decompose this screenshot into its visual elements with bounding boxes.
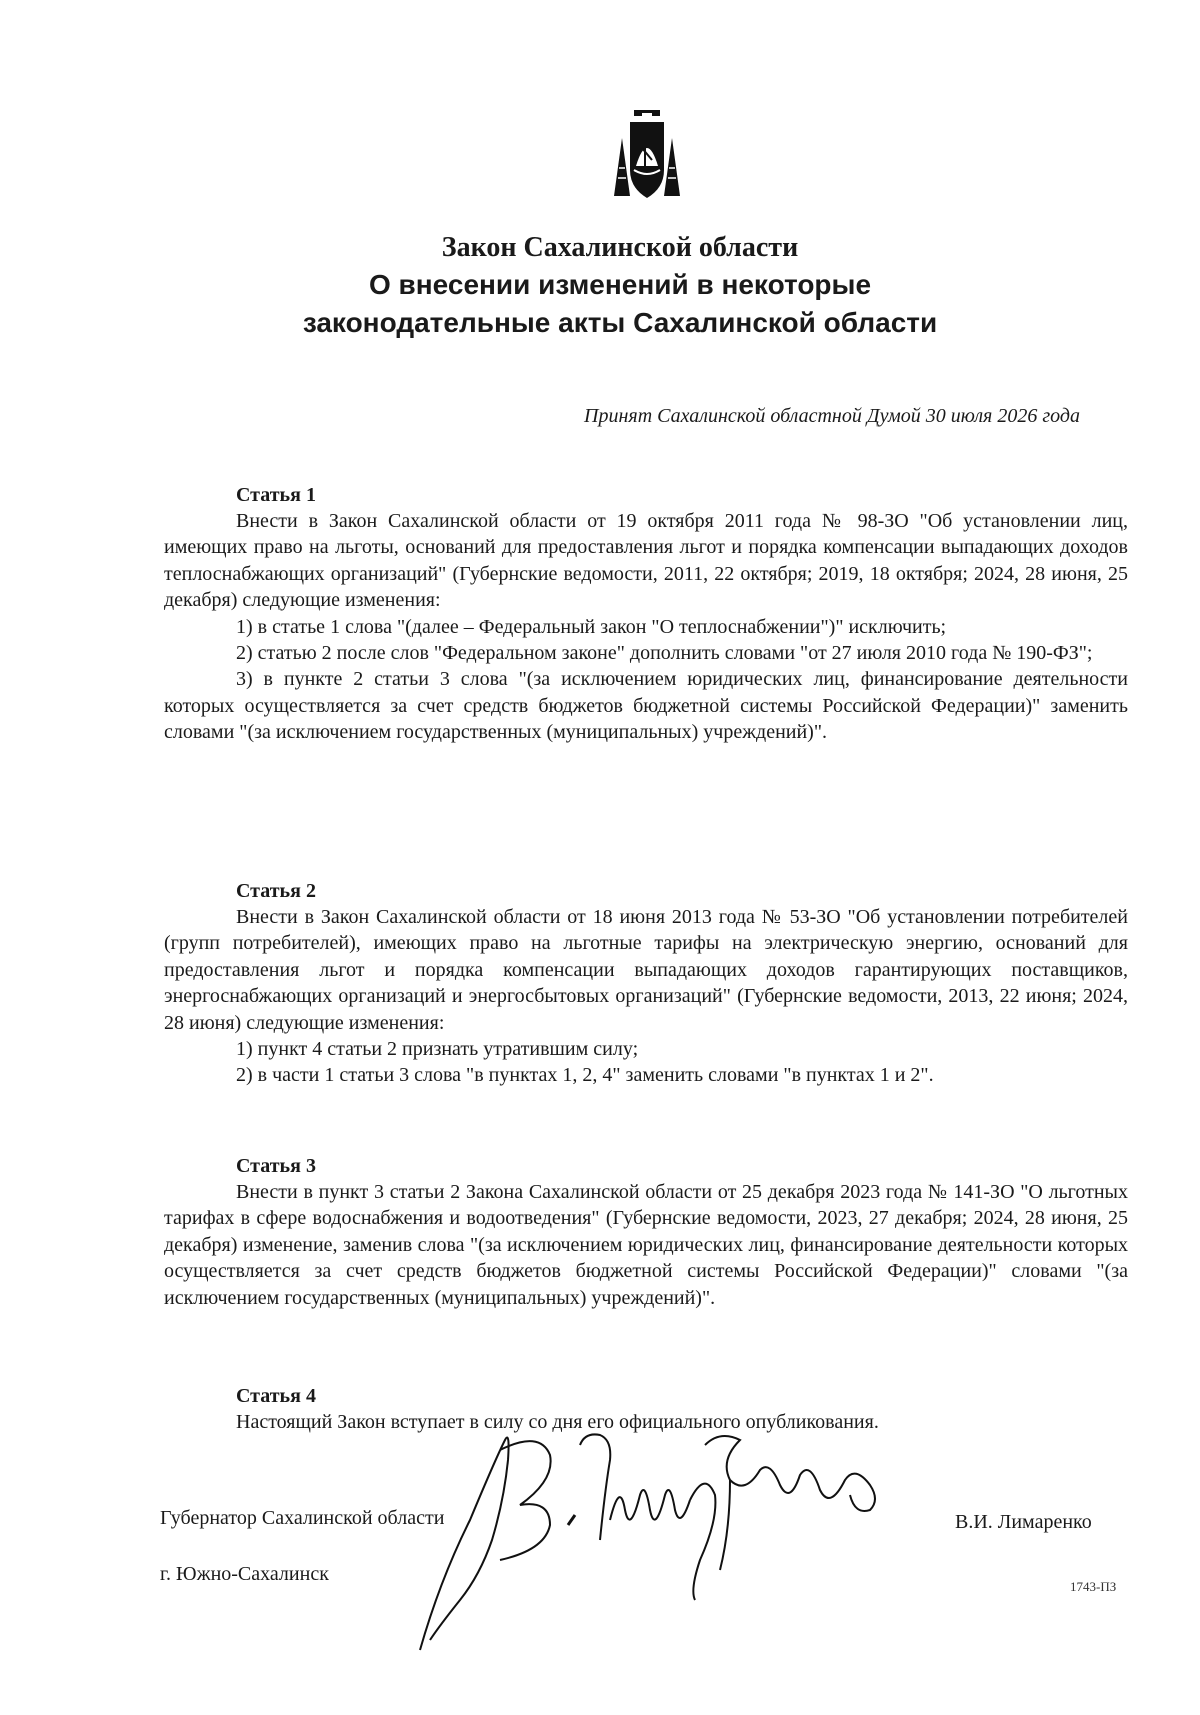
article-text: Внести в Закон Сахалинской области от 18 июня 2013 года № 53-ЗО "Об установлении потребителей (групп потребителей), имеющих право на льготные тарифы на электрическую энергию, оснований для предоставления льгот и порядка компенсации выпадающих доходов гарантирующих поставщиков, энергоснабжающих организаций и энергосбытовых организаций" (Губернские ведомости, 2013, 22 июня; 2024, 28 июня) следующие изменения: xyxy=(164,906,1128,1034)
article-title: Статья 1 xyxy=(236,484,316,506)
document-title xyxy=(200,230,1040,342)
sakhalin-coat-of-arms-icon xyxy=(612,108,682,200)
adoption-note: Принят Сахалинской областной Думой 30 июля 2026 года xyxy=(584,405,1080,427)
article-item: 3) в пункте 2 статьи 3 слова "(за исключением юридических лиц, финансирование деятельности которых осуществляется за счет средств бюджетов бюджетной системы Российской Федерации)" заменить словами "(за исключением государственных (муниципальных) учреждений)". xyxy=(164,668,1128,744)
governor-name: В.И. Лимаренко xyxy=(955,1511,1092,1533)
article-3 xyxy=(164,1153,1128,1311)
article-item: 1) пункт 4 статьи 2 признать утратившим силу; xyxy=(236,1038,639,1061)
article-item: 2) статью 2 после слов "Федеральном законе" дополнить словами "от 27 июля 2010 года № 190-ФЗ"; xyxy=(236,642,1093,665)
city-name: г. Южно-Сахалинск xyxy=(160,1563,329,1585)
handwritten-signature xyxy=(400,1400,960,1660)
article-title: Статья 2 xyxy=(236,880,316,902)
title-line-1: Закон Сахалинской области xyxy=(441,232,799,263)
governor-label: Губернатор Сахалинской области xyxy=(160,1507,445,1529)
article-item: 2) в части 1 статьи 3 слова "в пунктах 1, 2, 4" заменить словами "в пунктах 1 и 2". xyxy=(236,1064,934,1087)
title-line-3: законодательные акты Сахалинской области xyxy=(302,307,938,338)
article-item: 1) в статье 1 слова "(далее – Федеральный закон "О теплоснабжении")" исключить; xyxy=(236,615,947,638)
article-title: Статья 4 xyxy=(236,1385,316,1407)
article-text: Внести в пункт 3 статьи 2 Закона Сахалинской области от 25 декабря 2023 года № 141-ЗО "О льготных тарифах в сфере водоснабжения и водоотведения" (Губернские ведомости, 2023, 27 декабря; 2024, 28 июня, 25 декабря) изменение, заменив слова "(за исключением юридических лиц, финансирование деятельности которых осуществляется за счет средств бюджетов бюджетной системы Российской Федерации)" словами "(за исключением государственных (муниципальных) учреждений)". xyxy=(164,1181,1128,1309)
article-text: Настоящий Закон вступает в силу со дня его официального опубликования. xyxy=(236,1411,879,1433)
article-1 xyxy=(164,482,1128,746)
article-2 xyxy=(164,878,1128,1089)
title-line-2: О внесении изменений в некоторые xyxy=(368,269,872,300)
article-text: Внести в Закон Сахалинской области от 19 октября 2011 года № 98-ЗО "Об установлении лиц, имеющих право на льготы, оснований для предоставления льгот и порядка компенсации выпадающих доходов теплоснабжающих организаций" (Губернские ведомости, 2011, 22 октября; 2019, 18 октября; 2024, 28 июня, 25 декабря) следующие изменения: xyxy=(164,510,1128,612)
article-title: Статья 3 xyxy=(236,1155,316,1177)
document-number: 1743-ПЗ xyxy=(1070,1579,1117,1594)
